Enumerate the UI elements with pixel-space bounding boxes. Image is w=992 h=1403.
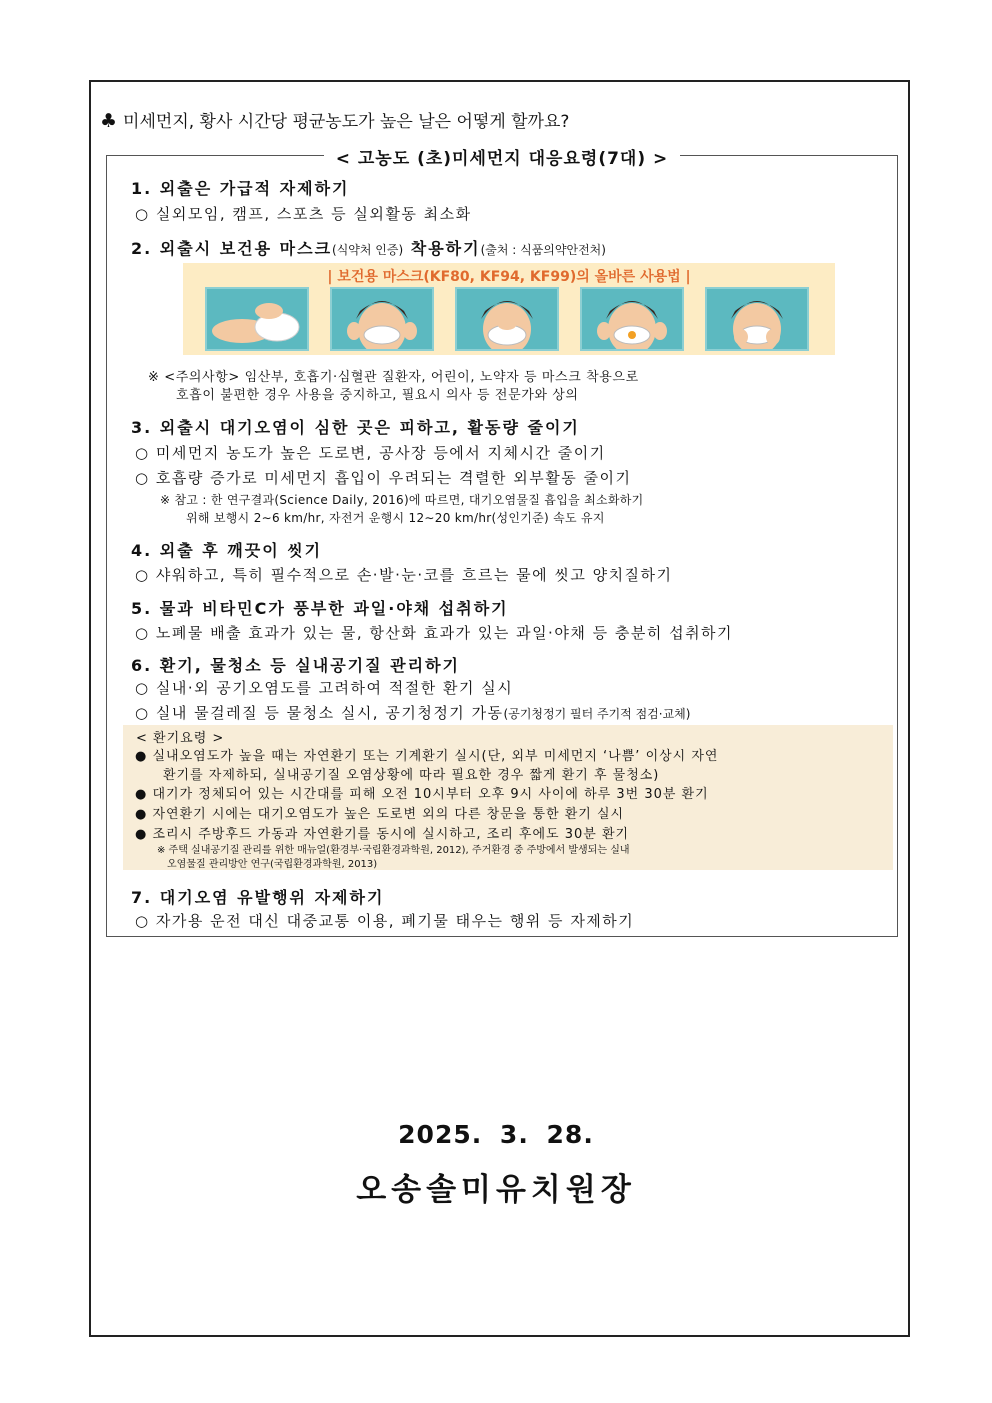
mask-step-2-illustration <box>330 287 434 351</box>
section-6-item-2: ○ 실내 물걸레질 등 물청소 실시, 공기청정기 가동(공기청정기 필터 주기적 점검·교체) <box>135 704 691 722</box>
section-4-item-1: ○ 샤워하고, 특히 필수적으로 손·발·눈·코를 흐르는 물에 씻고 양치질하기 <box>135 566 673 584</box>
section-5-item-1: ○ 노폐물 배출 효과가 있는 물, 항산화 효과가 있는 과일·야채 등 충분히 섭취하기 <box>135 624 734 642</box>
section-3-item-2: ○ 호흡량 증가로 미세먼지 흡입이 우려되는 격렬한 외부활동 줄이기 <box>135 469 632 487</box>
mask-step-4-illustration <box>580 287 684 351</box>
ventilation-bullet-1-line-2: 환기를 자제하되, 실내공기질 오염상황에 따라 필요한 경우 짧게 환기 후 물청소) <box>163 768 660 783</box>
section-3-reference-line-2: 위해 보행시 2∼6 km/hr, 자전거 운행시 12∼20 km/hr(성인기준) 속도 유지 <box>186 511 605 525</box>
section-2-title: 2. 외출시 보건용 마스크(식약처 인증) 착용하기(출처 : 식품의약안전처) <box>131 239 606 258</box>
mask-usage-illustration <box>183 263 835 355</box>
signer-title: 오송솔미유치원장 <box>356 1172 636 1208</box>
notice-title: < 고농도 (초)미세먼지 대응요령(7대) > <box>107 144 897 169</box>
ventilation-reference-line-1: ※ 주택 실내공기질 관리를 위한 매뉴얼(환경부·국립환경과학원, 2012), 주거환경 중 주방에서 발생되는 실내 <box>157 845 630 856</box>
section-7-item-1: ○ 자가용 운전 대신 대중교통 이용, 폐기물 태우는 행위 등 자제하기 <box>135 912 635 930</box>
mask-step-1-illustration <box>205 287 309 351</box>
mask-step-5-illustration <box>705 287 809 351</box>
section-5-title: 5. 물과 비타민C가 풍부한 과일·야채 섭취하기 <box>131 599 509 618</box>
ventilation-guide-title: < 환기요령 > <box>136 731 225 746</box>
ventilation-bullet-4: ● 조리시 주방후드 가동과 자연환기를 동시에 실시하고, 조리 후에도 30분 환기 <box>135 827 630 842</box>
section-1-item-1: ○ 실외모임, 캠프, 스포츠 등 실외활동 최소화 <box>135 205 472 223</box>
ventilation-guide-box <box>123 725 893 870</box>
mask-banner-caption: | 보건용 마스크(KF80, KF94, KF99)의 올바른 사용법 | <box>327 269 691 285</box>
mask-caution-line-1: ※ <주의사항> 임산부, 호흡기·심혈관 질환자, 어린이, 노약자 등 마스크 착용으로 <box>148 370 639 385</box>
section-6-item-1: ○ 실내·외 공기오염도를 고려하여 적절한 환기 실시 <box>135 679 514 697</box>
mask-step-3-illustration <box>455 287 559 351</box>
ventilation-reference-line-2: 오염물질 관리방안 연구(국립환경과학원, 2013) <box>167 859 378 870</box>
question-line <box>100 107 569 132</box>
section-6-title: 6. 환기, 물청소 등 실내공기질 관리하기 <box>131 656 460 675</box>
question-text: 미세먼지, 황사 시간당 평균농도가 높은 날은 어떻게 할까요? <box>123 112 570 132</box>
section-3-item-1: ○ 미세먼지 농도가 높은 도로변, 공사장 등에서 지체시간 줄이기 <box>135 444 606 462</box>
mask-caution-line-2: 호흡이 불편한 경우 사용을 중지하고, 필요시 의사 등 전문가와 상의 <box>176 388 579 403</box>
section-3-reference-line-1: ※ 참고 : 한 연구결과(Science Daily, 2016)에 따르면, 대기오염물질 흡입을 최소화하기 <box>160 493 644 507</box>
section-3-title: 3. 외출시 대기오염이 심한 곳은 피하고, 활동량 줄이기 <box>131 418 580 437</box>
section-4-title: 4. 외출 후 깨끗이 씻기 <box>131 541 323 560</box>
ventilation-bullet-2: ● 대기가 정체되어 있는 시간대를 피해 오전 10시부터 오후 9시 사이에 하루 3번 30분 환기 <box>135 787 709 802</box>
ventilation-bullet-1-line-1: ● 실내오염도가 높을 때는 자연환기 또는 기계환기 실시(단, 외부 미세먼지 ‘나쁨’ 이상시 자연 <box>135 749 719 764</box>
document-date: 2025. 3. 28. <box>398 1120 594 1149</box>
ventilation-bullet-3: ● 자연환기 시에는 대기오염도가 높은 도로변 외의 다른 창문을 통한 환기 실시 <box>135 807 625 822</box>
club-icon: ♣ <box>100 110 118 132</box>
section-1-title: 1. 외출은 가급적 자제하기 <box>131 179 350 198</box>
section-7-title: 7. 대기오염 유발행위 자제하기 <box>131 888 385 907</box>
